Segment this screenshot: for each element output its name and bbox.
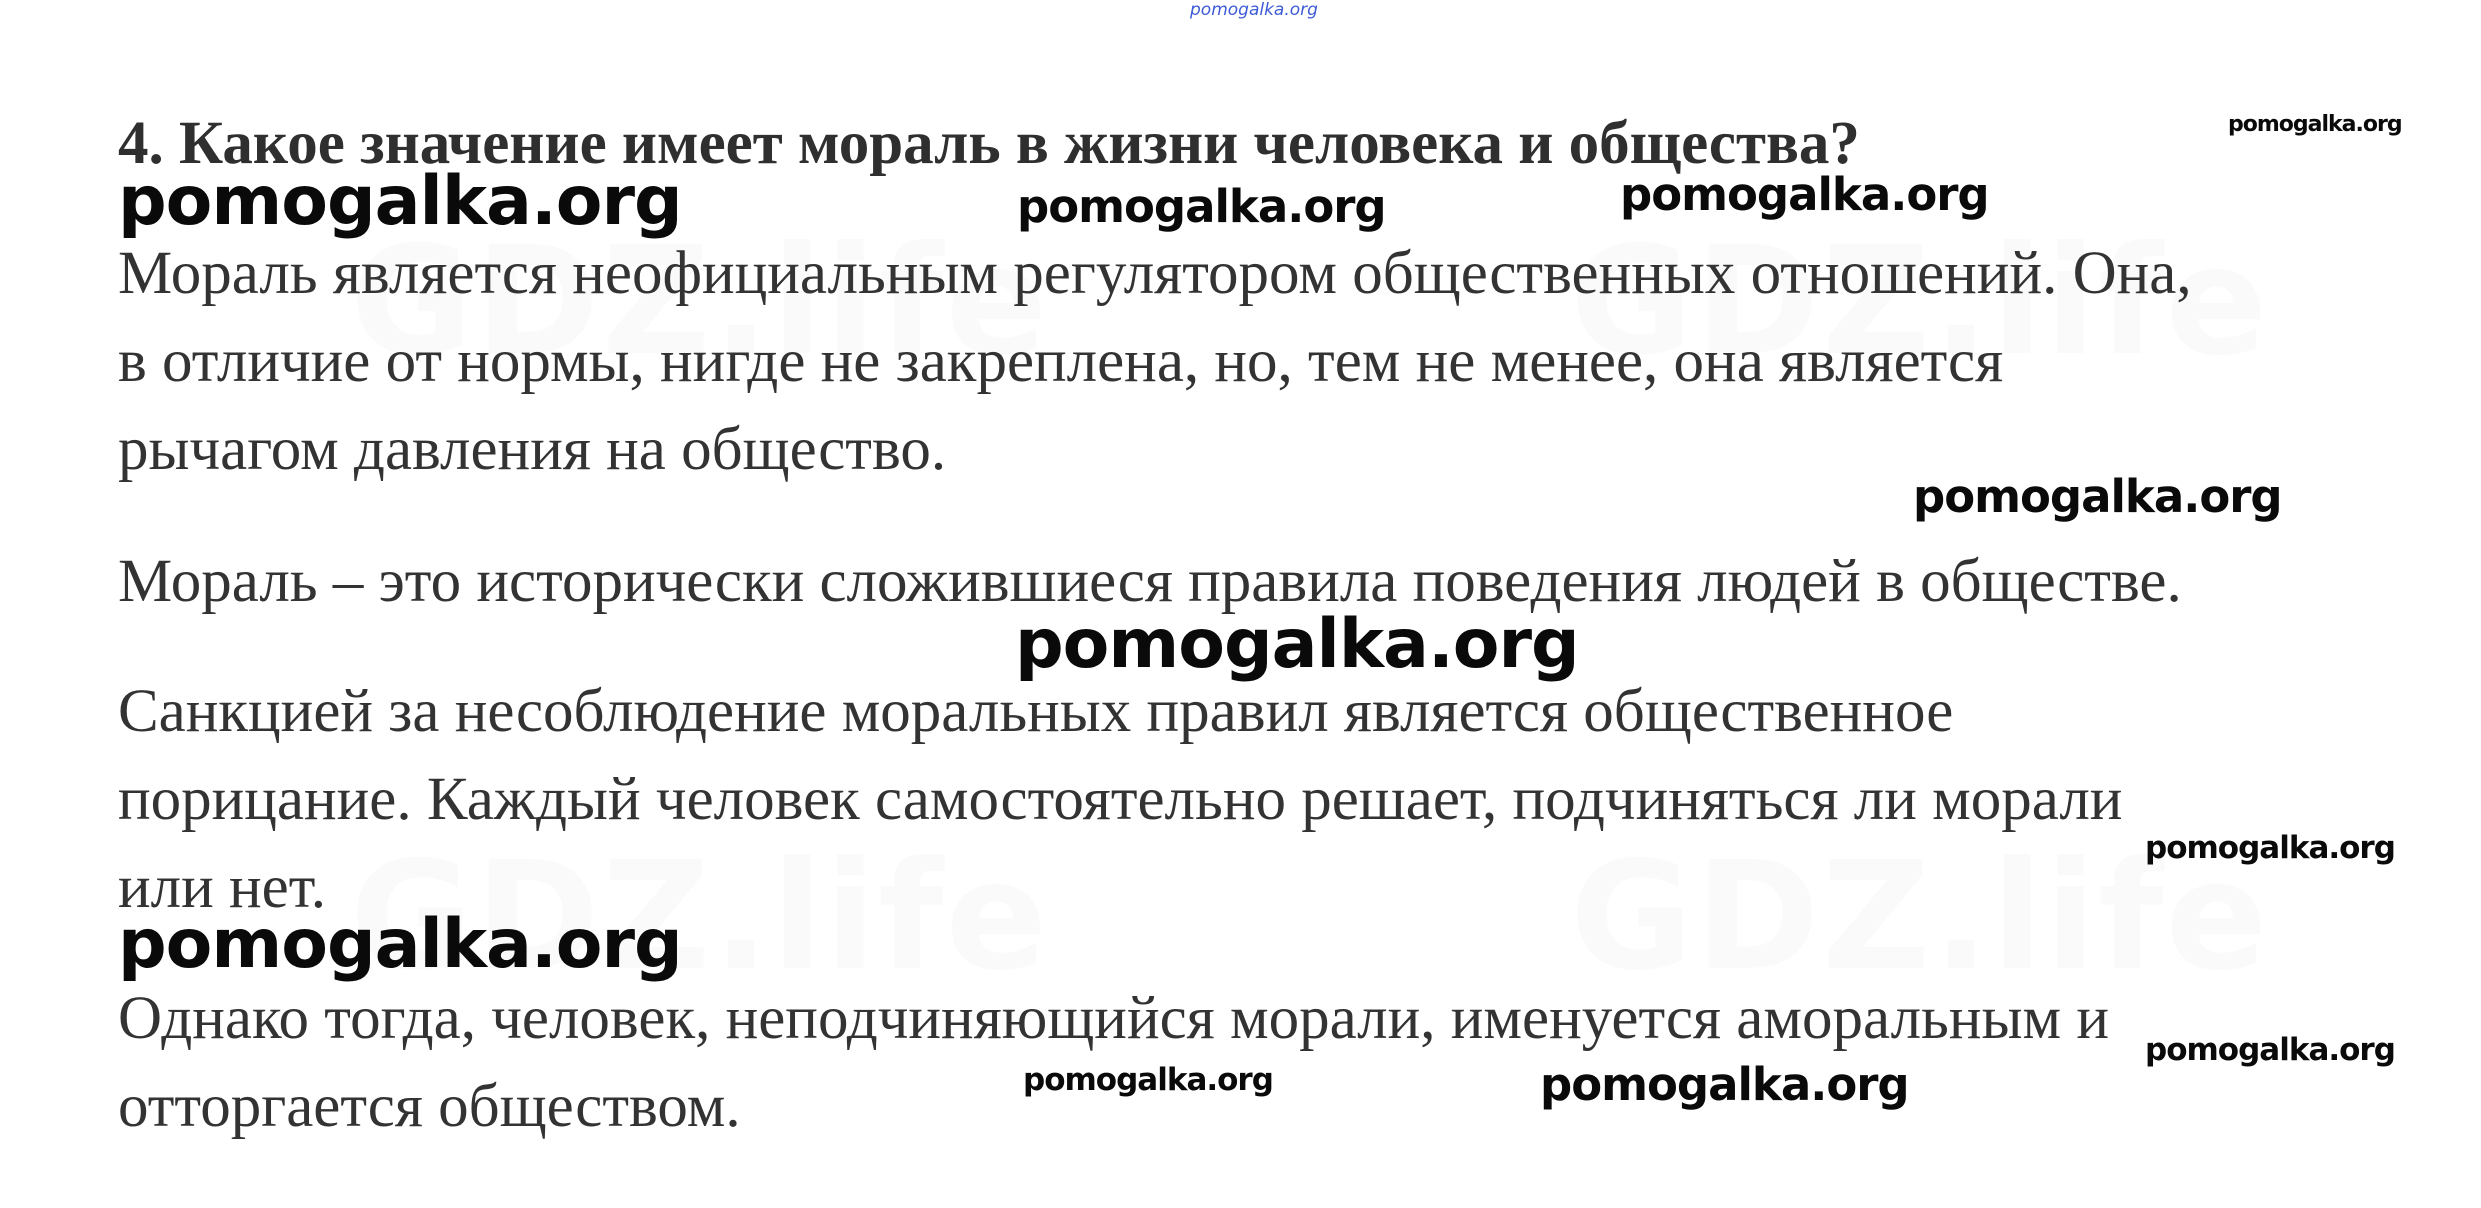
watermark-label: pomogalka.org	[1913, 470, 2282, 523]
paragraph-line: Мораль – это исторически сложившиеся правила поведения людей в обществе.	[118, 548, 2182, 615]
watermark-label: pomogalka.org	[2145, 1032, 2395, 1068]
paragraph-line: Санкцией за несоблюдение моральных правил является общественное	[118, 678, 1954, 745]
watermark-label: pomogalka.org	[118, 162, 682, 241]
watermark-label: pomogalka.org	[1620, 168, 1989, 221]
watermark-label: pomogalka.org	[1540, 1058, 1909, 1111]
paragraph-line: рычагом давления на общество.	[118, 416, 947, 483]
watermark-label: pomogalka.org	[1023, 1062, 1273, 1098]
paragraph-line: порицание. Каждый человек самостоятельно решает, подчиняться ли морали	[118, 766, 2123, 833]
answer-paragraph-3	[118, 668, 2418, 932]
paragraph-line: Мораль является неофициальным регулятором общественных отношений. Она,	[118, 240, 2192, 307]
top-watermark: pomogalka.org	[1190, 0, 1318, 20]
watermark-label: pomogalka.org	[1017, 180, 1386, 233]
question-heading: 4. Какое значение имеет мораль в жизни человека и общества?	[118, 110, 1860, 177]
watermark-label: pomogalka.org	[2228, 112, 2402, 137]
paragraph-line: отторгается обществом.	[118, 1073, 741, 1140]
paragraph-line: или нет.	[118, 854, 327, 921]
paragraph-line: Однако тогда, человек, неподчиняющийся морали, именуется аморальным и	[118, 985, 2109, 1052]
answer-paragraph-1	[118, 230, 2418, 494]
watermark-label: pomogalka.org	[2145, 830, 2395, 866]
watermark-label: pomogalka.org	[1015, 605, 1579, 684]
paragraph-line: в отличие от нормы, нигде не закреплена, но, тем не менее, она является	[118, 328, 2004, 395]
watermark-label: pomogalka.org	[118, 905, 682, 984]
